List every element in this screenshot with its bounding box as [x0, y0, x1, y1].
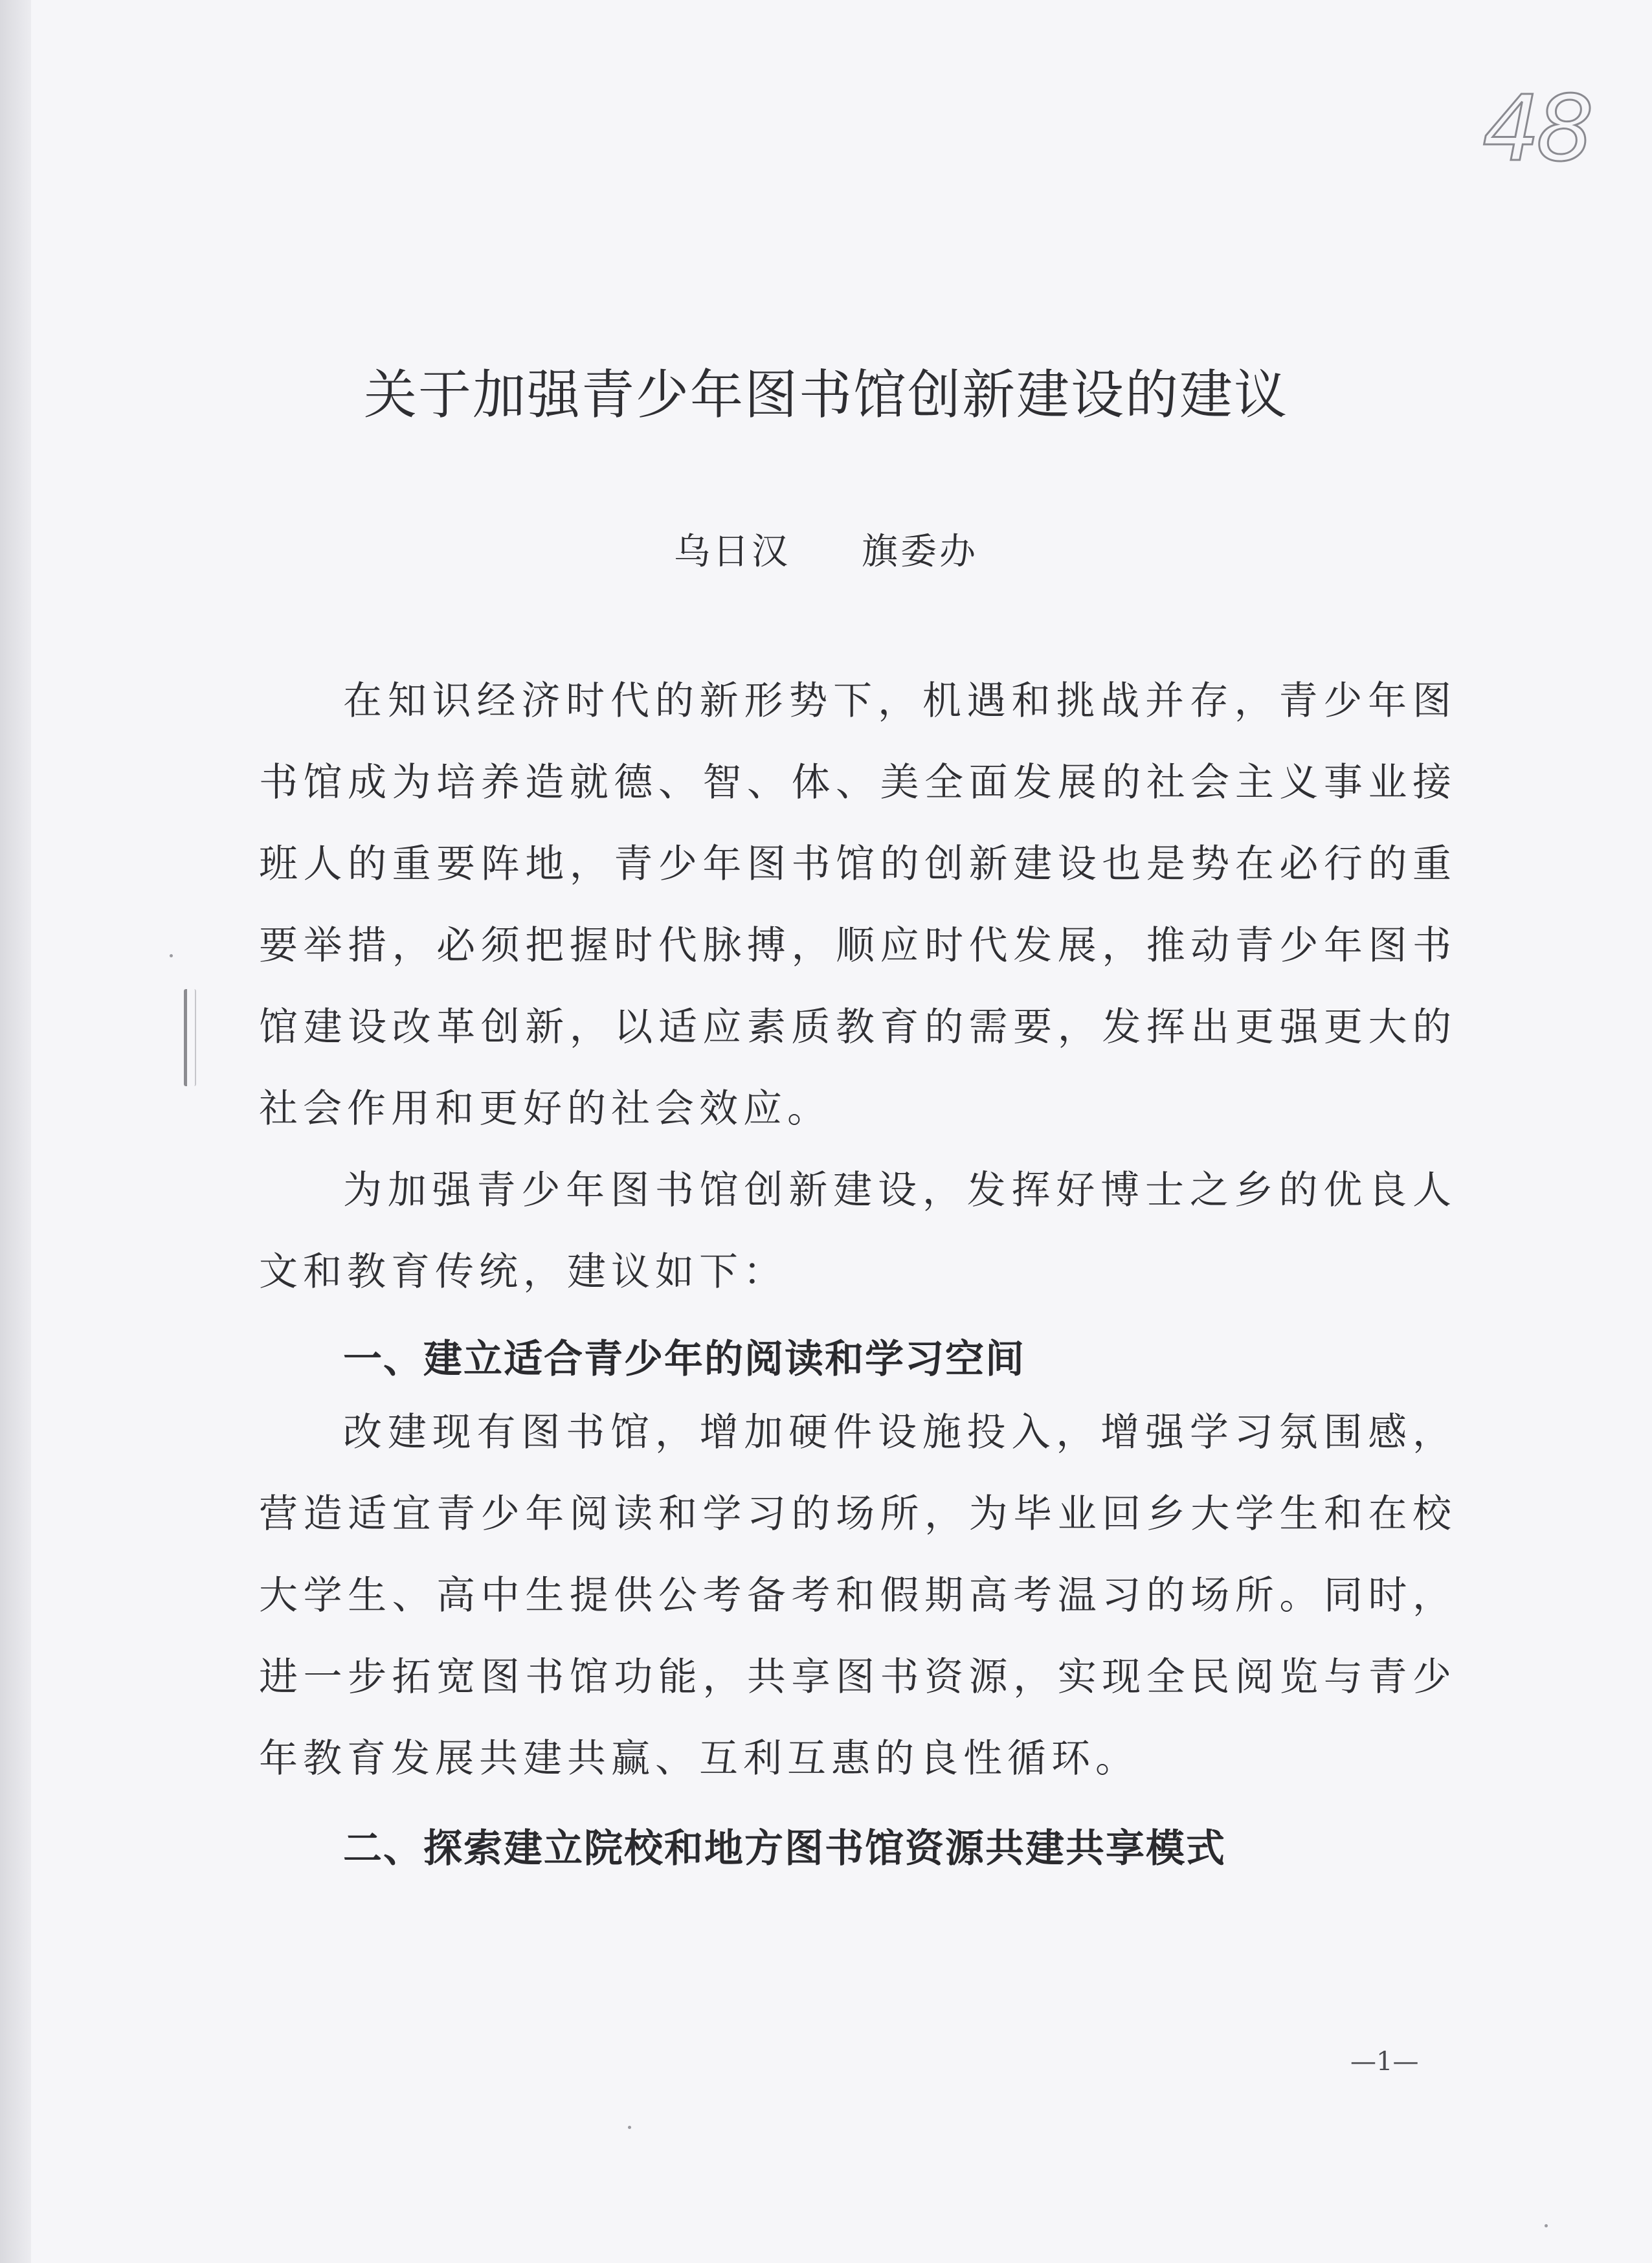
handwritten-page-number: 48: [1482, 76, 1591, 182]
page-footer-number: —1—: [1350, 2047, 1419, 2077]
section-heading-2: 二、探索建立院校和地方图书馆资源共建共享模式: [343, 1826, 1226, 1871]
paragraph-section-1: 改建现有图书馆，增加硬件设施投入，增强学习氛围感，营造适宜青少年阅读和学习的场所，为毕业回乡大学生和在校大学生、高中生提供公考备考和假期高考温习的场所。同时，进一步拓宽图书馆功能，共享图书资源，实现全民阅览与青少年教育发展共建共赢、互利互惠的良性循环。: [259, 1410, 1457, 1781]
author-name: 乌日汉: [674, 531, 790, 573]
scan-speck: [628, 2126, 631, 2129]
author-line: [0, 523, 1652, 575]
scan-speck: [170, 954, 173, 957]
paragraph-proposal-intro: 为加强青少年图书馆创新建设，发挥好博士之乡的优良人文和教育传统，建议如下：: [259, 1168, 1457, 1295]
paragraph-introduction: 在知识经济时代的新形势下，机遇和挑战并存，青少年图书馆成为培养造就德、智、体、美全面发展的社会主义事业接班人的重要阵地，青少年图书馆的创新建设也是势在必行的重要举措，必须把握时代脉搏，顺应时代发展，推动青少年图书馆建设改革创新，以适应素质教育的需要，发挥出更强更大的社会作用和更好的社会效应。: [259, 678, 1457, 1132]
scan-left-edge: [0, 0, 31, 2263]
section-heading-1: 一、建立适合青少年的阅读和学习空间: [343, 1337, 1025, 1382]
document-title: 关于加强青少年图书馆创新建设的建议: [363, 364, 1288, 426]
staple-mark: [184, 989, 196, 1086]
scan-speck: [1545, 2224, 1548, 2227]
author-organization: 旗委办: [862, 531, 978, 573]
